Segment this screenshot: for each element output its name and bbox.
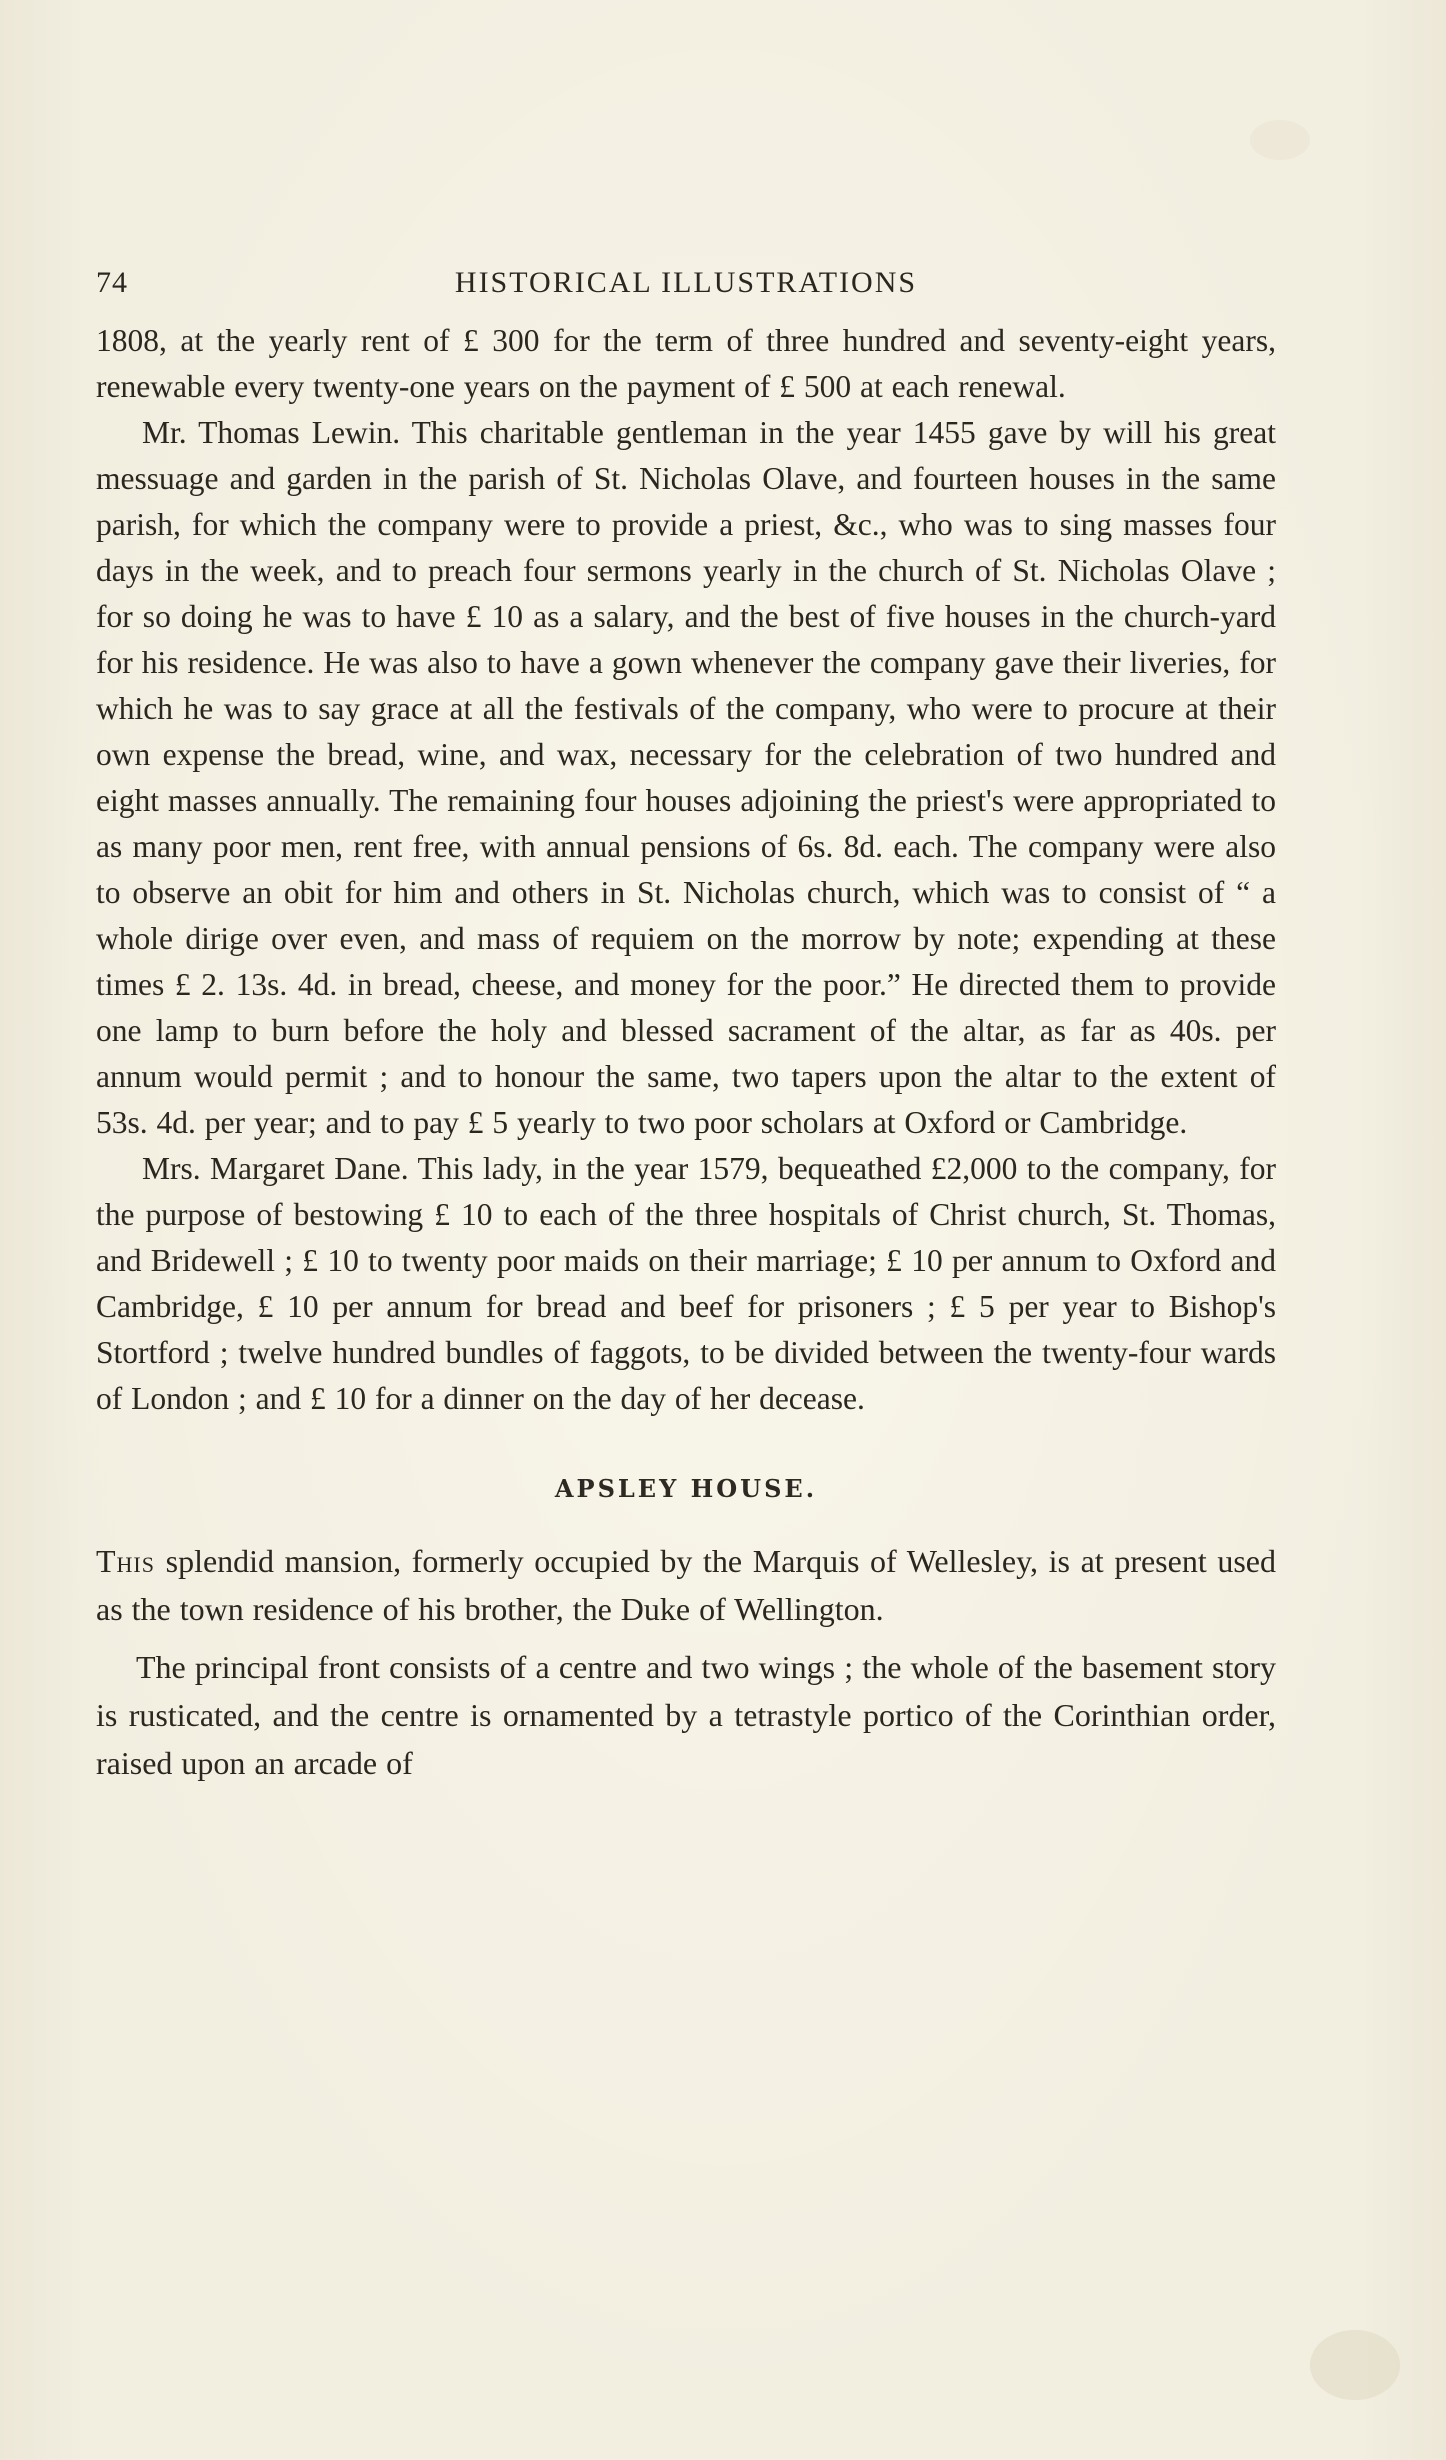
page-number: 74 (96, 266, 128, 299)
running-title: HISTORICAL ILLUSTRATIONS (454, 266, 918, 299)
paragraph-continuation: 1808, at the yearly rent of £ 300 for the term of three hundred and seventy-eight years, renewable every twenty-one years on the payment of £ 500 at each renewal. (96, 323, 1276, 404)
text-block (96, 258, 1276, 1787)
section-paragraph-front: The principal front consists of a centre and two wings ; the whole of the basement story is rusticated, and the centre is ornamented by a tetrastyle portico of the Corinthian order, raised upon an arcade of (96, 1649, 1276, 1781)
section-paragraph-intro (96, 1537, 1276, 1633)
running-head (96, 258, 1276, 308)
paragraph-lewin: Mr. Thomas Lewin. This charitable gentleman in the year 1455 gave by will his great messuage and garden in the parish of St. Nicholas Olave, and fourteen houses in the same parish, for which the company were to provide a priest, &c., who was to sing masses four days in the week, and to preach four sermons yearly in the church of St. Nicholas Olave ; for so doing he was to have £ 10 as a salary, and the best of five houses in the church-yard for his residence. He was also to have a gown whenever the company gave their liveries, for which he was to say grace at all the festivals of the company, who were to procure at their own expense the bread, wine, and wax, necessary for the celebration of two hundred and eight masses annually. The remaining four houses adjoining the priest's were appropriated to as many poor men, rent free, with annual pensions of 6s. 8d. each. The company were also to observe an obit for him and others in St. Nicholas church, which was to consist of “ a whole dirige over even, and mass of requiem on the morrow by note; expending at these times £ 2. 13s. 4d. in bread, cheese, and money for the poor.” He directed them to provide one lamp to burn before the holy and blessed sacrament of the altar, as far as 40s. per annum would permit ; and to honour the same, two tapers upon the altar to the extent of 53s. 4d. per year; and to pay £ 5 yearly to two poor scholars at Oxford or Cambridge. (96, 415, 1276, 1140)
paper-stain (1250, 120, 1310, 160)
paper-stain (1310, 2330, 1400, 2400)
section-heading: APSLEY HOUSE. (554, 1474, 818, 1503)
lead-word: This (96, 1543, 155, 1579)
intro-text: splendid mansion, formerly occupied by the Marquis of Wellesley, is at present used as the town residence of his brother, the Duke of Wellington. (96, 1543, 1276, 1627)
paragraph-dane: Mrs. Margaret Dane. This lady, in the year 1579, bequeathed £2,000 to the company, for the purpose of bestowing £ 10 to each of the three hospitals of Christ church, St. Thomas, and Bridewell ; £ 10 to twenty poor maids on their marriage; £ 10 per annum to Oxford and Cambridge, £ 10 per annum for bread and beef for prisoners ; £ 5 per year to Bishop's Stortford ; twelve hundred bundles of faggots, to be divided between the twenty-four wards of London ; and £ 10 for a dinner on the day of her decease. (96, 1151, 1276, 1416)
